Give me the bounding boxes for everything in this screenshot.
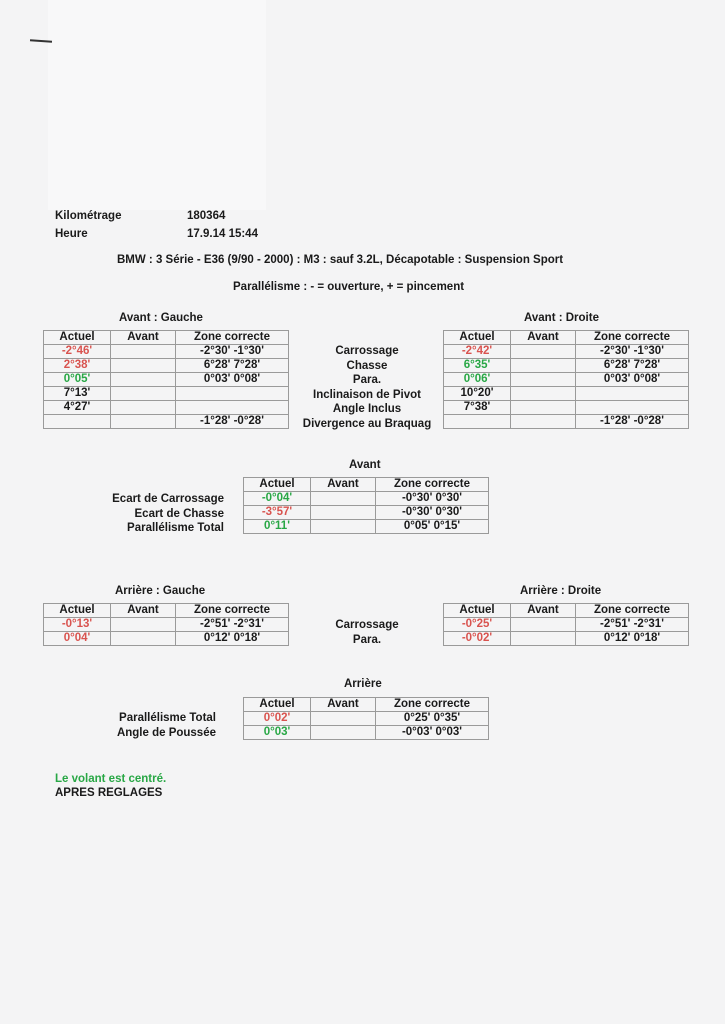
vehicle-description: BMW : 3 Série - E36 (9/90 - 2000) : M3 : sauf 3.2L, Décapotable : Suspension Sport [117,254,564,266]
time-value: 17.9.14 15:44 [187,228,258,240]
rear-left-title: Arrière : Gauche [115,585,206,597]
table-row [444,387,689,401]
zone-cell [176,387,289,401]
rear-summary-title: Arrière [344,678,382,690]
col-zone: Zone correcte [176,604,289,618]
zone-cell: -2°51' -2°31' [576,618,689,632]
table-row [44,345,289,359]
col-avant: Avant [111,331,176,345]
front-labels [292,344,442,431]
table-row [444,401,689,415]
front-summary-table [243,477,489,534]
col-zone: Zone correcte [376,478,489,492]
time-label: Heure [55,228,88,240]
zone-cell [576,401,689,415]
zone-cell [576,387,689,401]
col-zone: Zone correcte [576,331,689,345]
col-actuel: Actuel [244,698,311,712]
actuel-cell [44,415,111,429]
km-label: Kilométrage [55,210,122,222]
zone-cell: 0°25' 0°35' [376,712,489,726]
actuel-cell: 6°35' [444,359,511,373]
actuel-cell: 10°20' [444,387,511,401]
zone-cell: -0°03' 0°03' [376,726,489,740]
col-avant: Avant [111,604,176,618]
actuel-cell: 7°38' [444,401,511,415]
label-carrossage: Carrossage [335,345,399,357]
actuel-cell: -0°25' [444,618,511,632]
table-row [444,373,689,387]
table-row [244,506,489,520]
label-ecart-chasse: Ecart de Chasse [134,507,224,520]
table-row [244,492,489,506]
rear-right-table [443,603,689,646]
front-left-title: Avant : Gauche [119,312,203,324]
col-zone: Zone correcte [176,331,289,345]
table-row [44,401,289,415]
front-right-title: Avant : Droite [524,312,599,324]
after-adjustments-note: APRES REGLAGES [55,787,163,799]
actuel-cell: -0°04' [244,492,311,506]
label-chasse: Chasse [346,359,388,372]
table-row [244,726,489,740]
table-row [444,345,689,359]
table-row [244,520,489,534]
col-actuel: Actuel [44,604,111,618]
zone-cell: -1°28' -0°28' [576,415,689,429]
rear-summary-table [243,697,489,740]
label-parallelisme-total: Parallélisme Total [127,522,224,534]
label-angle-poussee: Angle de Poussée [116,726,216,739]
label-divergence: Divergence au Braquag [302,417,432,430]
front-summary-labels [60,492,224,536]
label-parallelisme-total: Parallélisme Total [119,712,216,724]
actuel-cell: 4°27' [44,401,111,415]
rear-right-title: Arrière : Droite [520,585,602,597]
actuel-cell: -3°57' [244,506,311,520]
actuel-cell: -0°02' [444,632,511,646]
zone-cell: -2°30' -1°30' [176,345,289,359]
front-summary-title: Avant [349,459,381,471]
toe-legend: Parallélisme : - = ouverture, + = pincement [233,281,465,293]
table-row [44,359,289,373]
col-avant: Avant [311,698,376,712]
label-angle-inclus: Angle Inclus [332,403,402,415]
actuel-cell: -2°46' [44,345,111,359]
table-row [44,387,289,401]
actuel-cell: 0°06' [444,373,511,387]
zone-cell: 0°03' 0°08' [576,373,689,387]
actuel-cell: -0°13' [44,618,111,632]
actuel-cell: 0°03' [244,726,311,740]
actuel-cell: 0°11' [244,520,311,534]
col-actuel: Actuel [244,478,311,492]
col-actuel: Actuel [444,331,511,345]
front-right-table [443,330,689,429]
col-actuel: Actuel [44,331,111,345]
col-zone: Zone correcte [576,604,689,618]
zone-cell: 0°12' 0°18' [576,632,689,646]
front-left-table [43,330,289,429]
actuel-cell: 0°04' [44,632,111,646]
table-row [444,359,689,373]
zone-cell [176,401,289,415]
label-para: Para. [352,374,382,386]
actuel-cell: 0°05' [44,373,111,387]
zone-cell: 0°05' 0°15' [376,520,489,534]
zone-cell: 0°12' 0°18' [176,632,289,646]
col-actuel: Actuel [444,604,511,618]
zone-cell: -2°30' -1°30' [576,345,689,359]
table-row [44,632,289,646]
scan-mark [30,39,52,43]
table-row [444,415,689,429]
zone-cell: 0°03' 0°08' [176,373,289,387]
col-avant: Avant [511,604,576,618]
table-row [44,618,289,632]
table-row [244,712,489,726]
col-zone: Zone correcte [376,698,489,712]
table-row [444,632,689,646]
actuel-cell [444,415,511,429]
zone-cell: -0°30' 0°30' [376,492,489,506]
zone-cell: -0°30' 0°30' [376,506,489,520]
km-value: 180364 [187,210,226,222]
rear-left-table [43,603,289,646]
zone-cell: 6°28' 7°28' [576,359,689,373]
actuel-cell: -2°42' [444,345,511,359]
label-pivot: Inclinaison de Pivot [313,388,421,401]
table-row [44,415,289,429]
actuel-cell: 7°13' [44,387,111,401]
blank-area [48,0,266,210]
zone-cell: -2°51' -2°31' [176,618,289,632]
table-row [444,618,689,632]
label-ecart-carrossage: Ecart de Carrossage [112,493,224,505]
label-carrossage: Carrossage [335,619,399,631]
col-avant: Avant [511,331,576,345]
zone-cell: -1°28' -0°28' [176,415,289,429]
rear-summary-labels [60,711,216,740]
actuel-cell: 2°38' [44,359,111,373]
zone-cell: 6°28' 7°28' [176,359,289,373]
table-row [44,373,289,387]
col-avant: Avant [311,478,376,492]
actuel-cell: 0°02' [244,712,311,726]
label-para: Para. [352,633,382,646]
rear-labels [292,618,442,647]
steering-centered-note: Le volant est centré. [55,773,167,785]
